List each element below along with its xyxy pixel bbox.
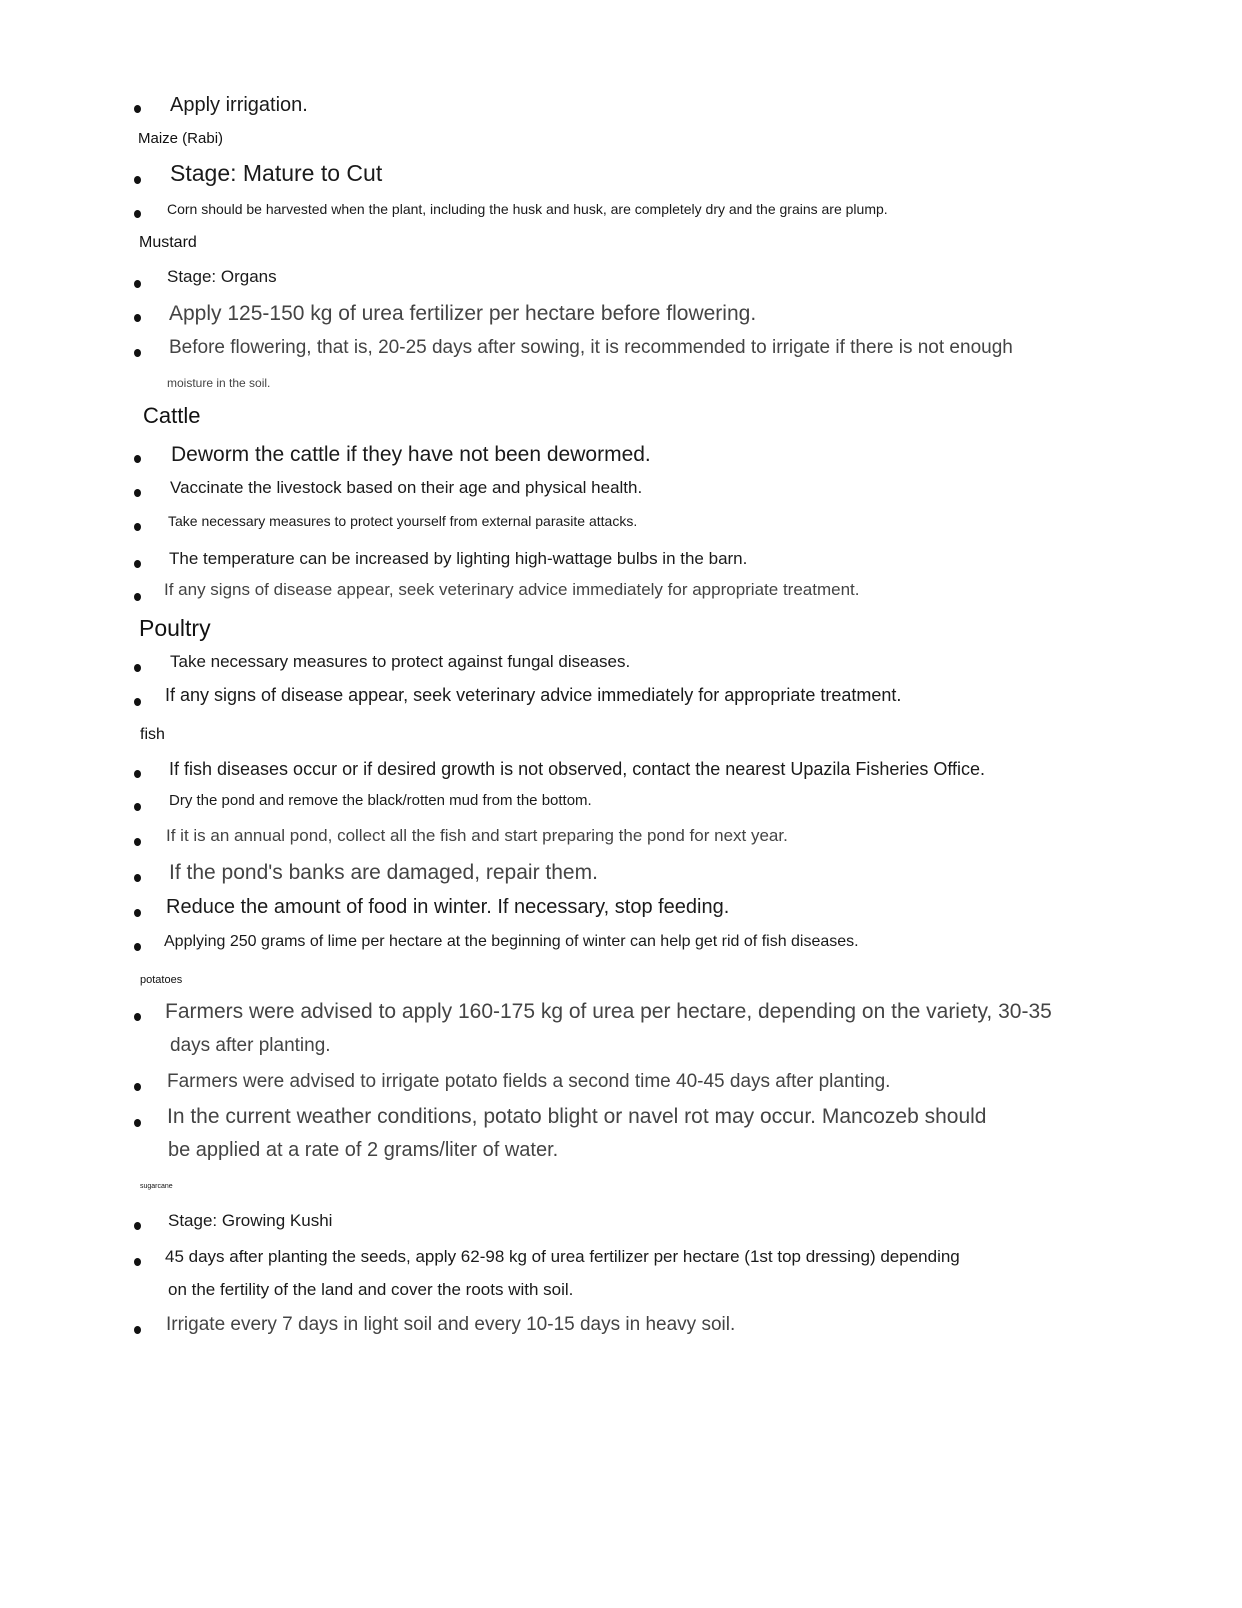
list-item: Before flowering, that is, 20-25 days after sowing, it is recommended to irrigate if there is not enough bbox=[169, 337, 1013, 358]
bullet-icon bbox=[134, 943, 141, 951]
list-item: Farmers were advised to apply 160-175 kg of urea per hectare, depending on the variety, 30-35 bbox=[165, 1000, 1052, 1023]
bullet-icon bbox=[134, 1326, 141, 1334]
section-heading-sugarcane: sugarcane bbox=[140, 1183, 173, 1190]
list-item: Corn should be harvested when the plant, including the husk and husk, are completely dry and the grains are plump. bbox=[167, 201, 888, 217]
bullet-icon bbox=[134, 593, 141, 601]
list-item: If the pond's banks are damaged, repair them. bbox=[169, 861, 598, 884]
list-item-continuation: be applied at a rate of 2 grams/liter of water. bbox=[168, 1139, 559, 1161]
bullet-icon bbox=[134, 698, 141, 706]
bullet-icon bbox=[134, 1222, 141, 1230]
section-heading-cattle: Cattle bbox=[143, 403, 201, 428]
bullet-icon bbox=[134, 664, 141, 672]
bullet-icon bbox=[134, 280, 141, 288]
list-item: Irrigate every 7 days in light soil and every 10-15 days in heavy soil. bbox=[166, 1314, 736, 1335]
bullet-icon bbox=[134, 1083, 141, 1091]
list-item: If any signs of disease appear, seek veterinary advice immediately for appropriate treatment. bbox=[165, 685, 902, 705]
bullet-icon bbox=[134, 105, 141, 113]
list-item: If any signs of disease appear, seek veterinary advice immediately for appropriate treatment. bbox=[164, 580, 860, 599]
bullet-icon bbox=[134, 1013, 141, 1021]
bullet-icon bbox=[134, 210, 141, 218]
list-item: Vaccinate the livestock based on their age and physical health. bbox=[170, 478, 643, 497]
list-item-continuation: on the fertility of the land and cover the roots with soil. bbox=[168, 1280, 574, 1299]
bullet-icon bbox=[134, 523, 141, 531]
bullet-icon bbox=[134, 874, 141, 882]
list-item: Reduce the amount of food in winter. If necessary, stop feeding. bbox=[166, 896, 730, 918]
section-heading-poultry: Poultry bbox=[139, 615, 211, 641]
section-heading-mustard: Mustard bbox=[139, 234, 197, 251]
list-item: Apply irrigation. bbox=[170, 94, 308, 116]
bullet-icon bbox=[134, 489, 141, 497]
list-item: Farmers were advised to irrigate potato fields a second time 40-45 days after planting. bbox=[167, 1071, 891, 1092]
bullet-icon bbox=[134, 560, 141, 568]
bullet-icon bbox=[134, 176, 141, 184]
list-item: The temperature can be increased by lighting high-wattage bulbs in the barn. bbox=[169, 549, 748, 568]
list-item: Take necessary measures to protect yourself from external parasite attacks. bbox=[168, 513, 638, 529]
list-item: Stage: Mature to Cut bbox=[170, 160, 383, 186]
list-item: Deworm the cattle if they have not been dewormed. bbox=[171, 443, 651, 466]
bullet-icon bbox=[134, 455, 141, 463]
list-item: Stage: Organs bbox=[167, 267, 277, 286]
list-item: Apply 125-150 kg of urea fertilizer per hectare before flowering. bbox=[169, 302, 757, 325]
list-item-continuation: days after planting. bbox=[170, 1035, 331, 1056]
section-heading-maize: Maize (Rabi) bbox=[138, 130, 224, 147]
bullet-icon bbox=[134, 349, 141, 357]
bullet-icon bbox=[134, 314, 141, 322]
list-item: In the current weather conditions, potato blight or navel rot may occur. Mancozeb should bbox=[167, 1105, 987, 1128]
bullet-icon bbox=[134, 803, 141, 811]
bullet-icon bbox=[134, 1119, 141, 1127]
bullet-icon bbox=[134, 1258, 141, 1266]
list-item: If it is an annual pond, collect all the fish and start preparing the pond for next year. bbox=[166, 826, 788, 845]
list-item: Dry the pond and remove the black/rotten mud from the bottom. bbox=[169, 792, 592, 809]
list-item: 45 days after planting the seeds, apply 62-98 kg of urea fertilizer per hectare (1st top dressing) depending bbox=[165, 1247, 960, 1266]
list-item: Take necessary measures to protect against fungal diseases. bbox=[170, 652, 631, 671]
bullet-icon bbox=[134, 838, 141, 846]
section-heading-potatoes: potatoes bbox=[140, 974, 183, 986]
list-item: Stage: Growing Kushi bbox=[168, 1211, 333, 1230]
list-item-continuation: moisture in the soil. bbox=[167, 376, 271, 390]
bullet-icon bbox=[134, 770, 141, 778]
list-item: If fish diseases occur or if desired growth is not observed, contact the nearest Upazila Fisheries Office. bbox=[169, 759, 986, 779]
list-item: Applying 250 grams of lime per hectare at the beginning of winter can help get rid of fish diseases. bbox=[164, 933, 859, 950]
bullet-icon bbox=[134, 909, 141, 917]
section-heading-fish: fish bbox=[140, 726, 165, 743]
